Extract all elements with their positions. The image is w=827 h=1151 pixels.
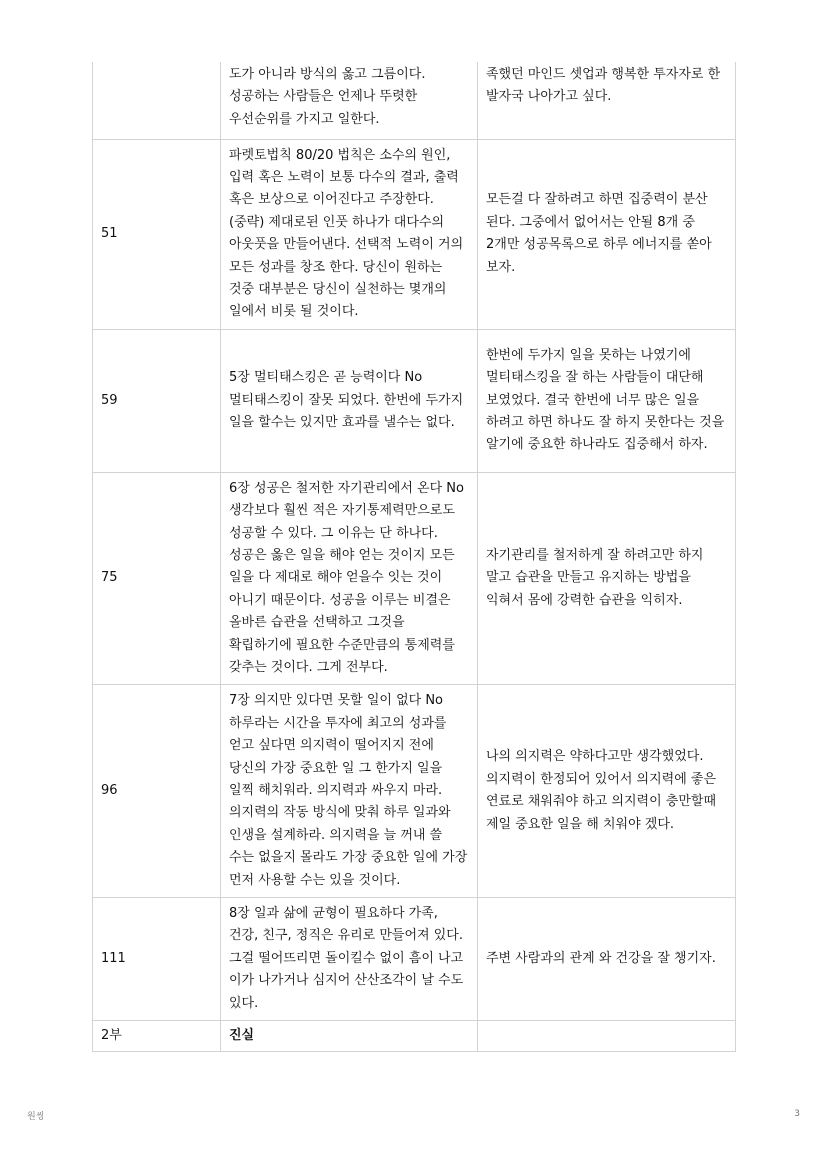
quote-cell: 파렛토법칙 80/20 법칙은 소수의 원인, 입력 혹은 노력이 보통 다수의 결과, 출력 혹은 보상으로 이어진다고 주장한다. (중략) 제대로된 인풋 하나가 대다수의 아웃풋을 만들어낸다. 선택적 노력이 거의 모든 성과를 창조 한다. 당신이 원하는 것중 대부분은 당신이 실천하는 몇개의 일에서 비롯 될 것이다.: [221, 139, 478, 329]
note-cell: 한번에 두가지 일을 못하는 나였기에 멀티태스킹을 잘 하는 사람들이 대단해 보였었다. 결국 한번에 너무 많은 일을 하려고 하면 하나도 잘 하지 못한다는 것을 알기에 중요한 하나라도 집중해서 하자.: [478, 329, 736, 472]
table-row: [93, 472, 736, 685]
table-row: [93, 62, 736, 139]
page-cell: 96: [93, 685, 221, 898]
note-cell: 주변 사람과의 관계 와 건강을 잘 챙기자.: [478, 898, 736, 1021]
quote-cell: 8장 일과 삶에 균형이 필요하다 가족, 건강, 친구, 정직은 유리로 만들어져 있다. 그걸 떨어뜨리면 돌이킬수 없이 흠이 나고 이가 나가거나 심지어 산산조각이 날 수도 있다.: [221, 898, 478, 1021]
page-cell: [93, 62, 221, 139]
table-row: [93, 685, 736, 898]
table-row: [93, 1021, 736, 1052]
quote-cell: 7장 의지만 있다면 못할 일이 없다 No 하루라는 시간을 투자에 최고의 성과를 얻고 싶다면 의지력이 떨어지지 전에 당신의 가장 중요한 일 그 한가지 일을 일찍 해치워라. 의지력과 싸우지 마라. 의지력의 작동 방식에 맞춰 하루 일과와 인생을 설계하라. 의지력을 늘 꺼내 쓸 수는 없을지 몰라도 가장 중요한 일에 가장 먼저 사용할 수는 있을 것이다.: [221, 685, 478, 898]
note-cell: [478, 1021, 736, 1052]
note-cell: 족했던 마인드 셋업과 행복한 투자자로 한 발자국 나아가고 싶다.: [478, 62, 736, 139]
table-row: [93, 898, 736, 1021]
part-title-cell: 진실: [221, 1021, 478, 1052]
note-cell: 자기관리를 철저하게 잘 하려고만 하지 말고 습관을 만들고 유지하는 방법을 익혀서 몸에 강력한 습관을 익히자.: [478, 472, 736, 685]
page-cell: 51: [93, 139, 221, 329]
note-cell: 나의 의지력은 약하다고만 생각했었다. 의지력이 한정되어 있어서 의지력에 좋은 연료로 채워줘야 하고 의지력이 충만할때 제일 중요한 일을 해 치워야 겠다.: [478, 685, 736, 898]
table-row: [93, 139, 736, 329]
table-row: [93, 329, 736, 472]
footer-document-title: 원씽: [27, 1112, 45, 1122]
quote-cell: 5장 멀티태스킹은 곧 능력이다 No 멀티태스킹이 잘못 되었다. 한번에 두가지 일을 할수는 있지만 효과를 낼수는 없다.: [221, 329, 478, 472]
quote-cell: 6장 성공은 철저한 자기관리에서 온다 No 생각보다 훨씬 적은 자기통제력만으로도 성공할 수 있다. 그 이유는 단 하나다. 성공은 옳은 일을 해야 얻는 것이지 모든 일을 다 제대로 해야 얻을수 잇는 것이 아니기 때문이다. 성공을 이루는 비결은 올바른 습관을 선택하고 그것을 확립하기에 필요한 수준만큼의 통제력를 갖추는 것이다. 그게 전부다.: [221, 472, 478, 685]
footer-page-number: 3: [794, 1109, 800, 1119]
page-cell: 75: [93, 472, 221, 685]
quote-cell: 도가 아니라 방식의 옳고 그름이다. 성공하는 사람들은 언제나 뚜렷한 우선순위를 가지고 일한다.: [221, 62, 478, 139]
reading-notes-table: [92, 62, 736, 1052]
page-cell: 59: [93, 329, 221, 472]
part-cell: 2부: [93, 1021, 221, 1052]
page-cell: 111: [93, 898, 221, 1021]
note-cell: 모든걸 다 잘하려고 하면 집중력이 분산 된다. 그중에서 없어서는 안될 8개 중 2개만 성공목록으로 하루 에너지를 쏟아 보자.: [478, 139, 736, 329]
